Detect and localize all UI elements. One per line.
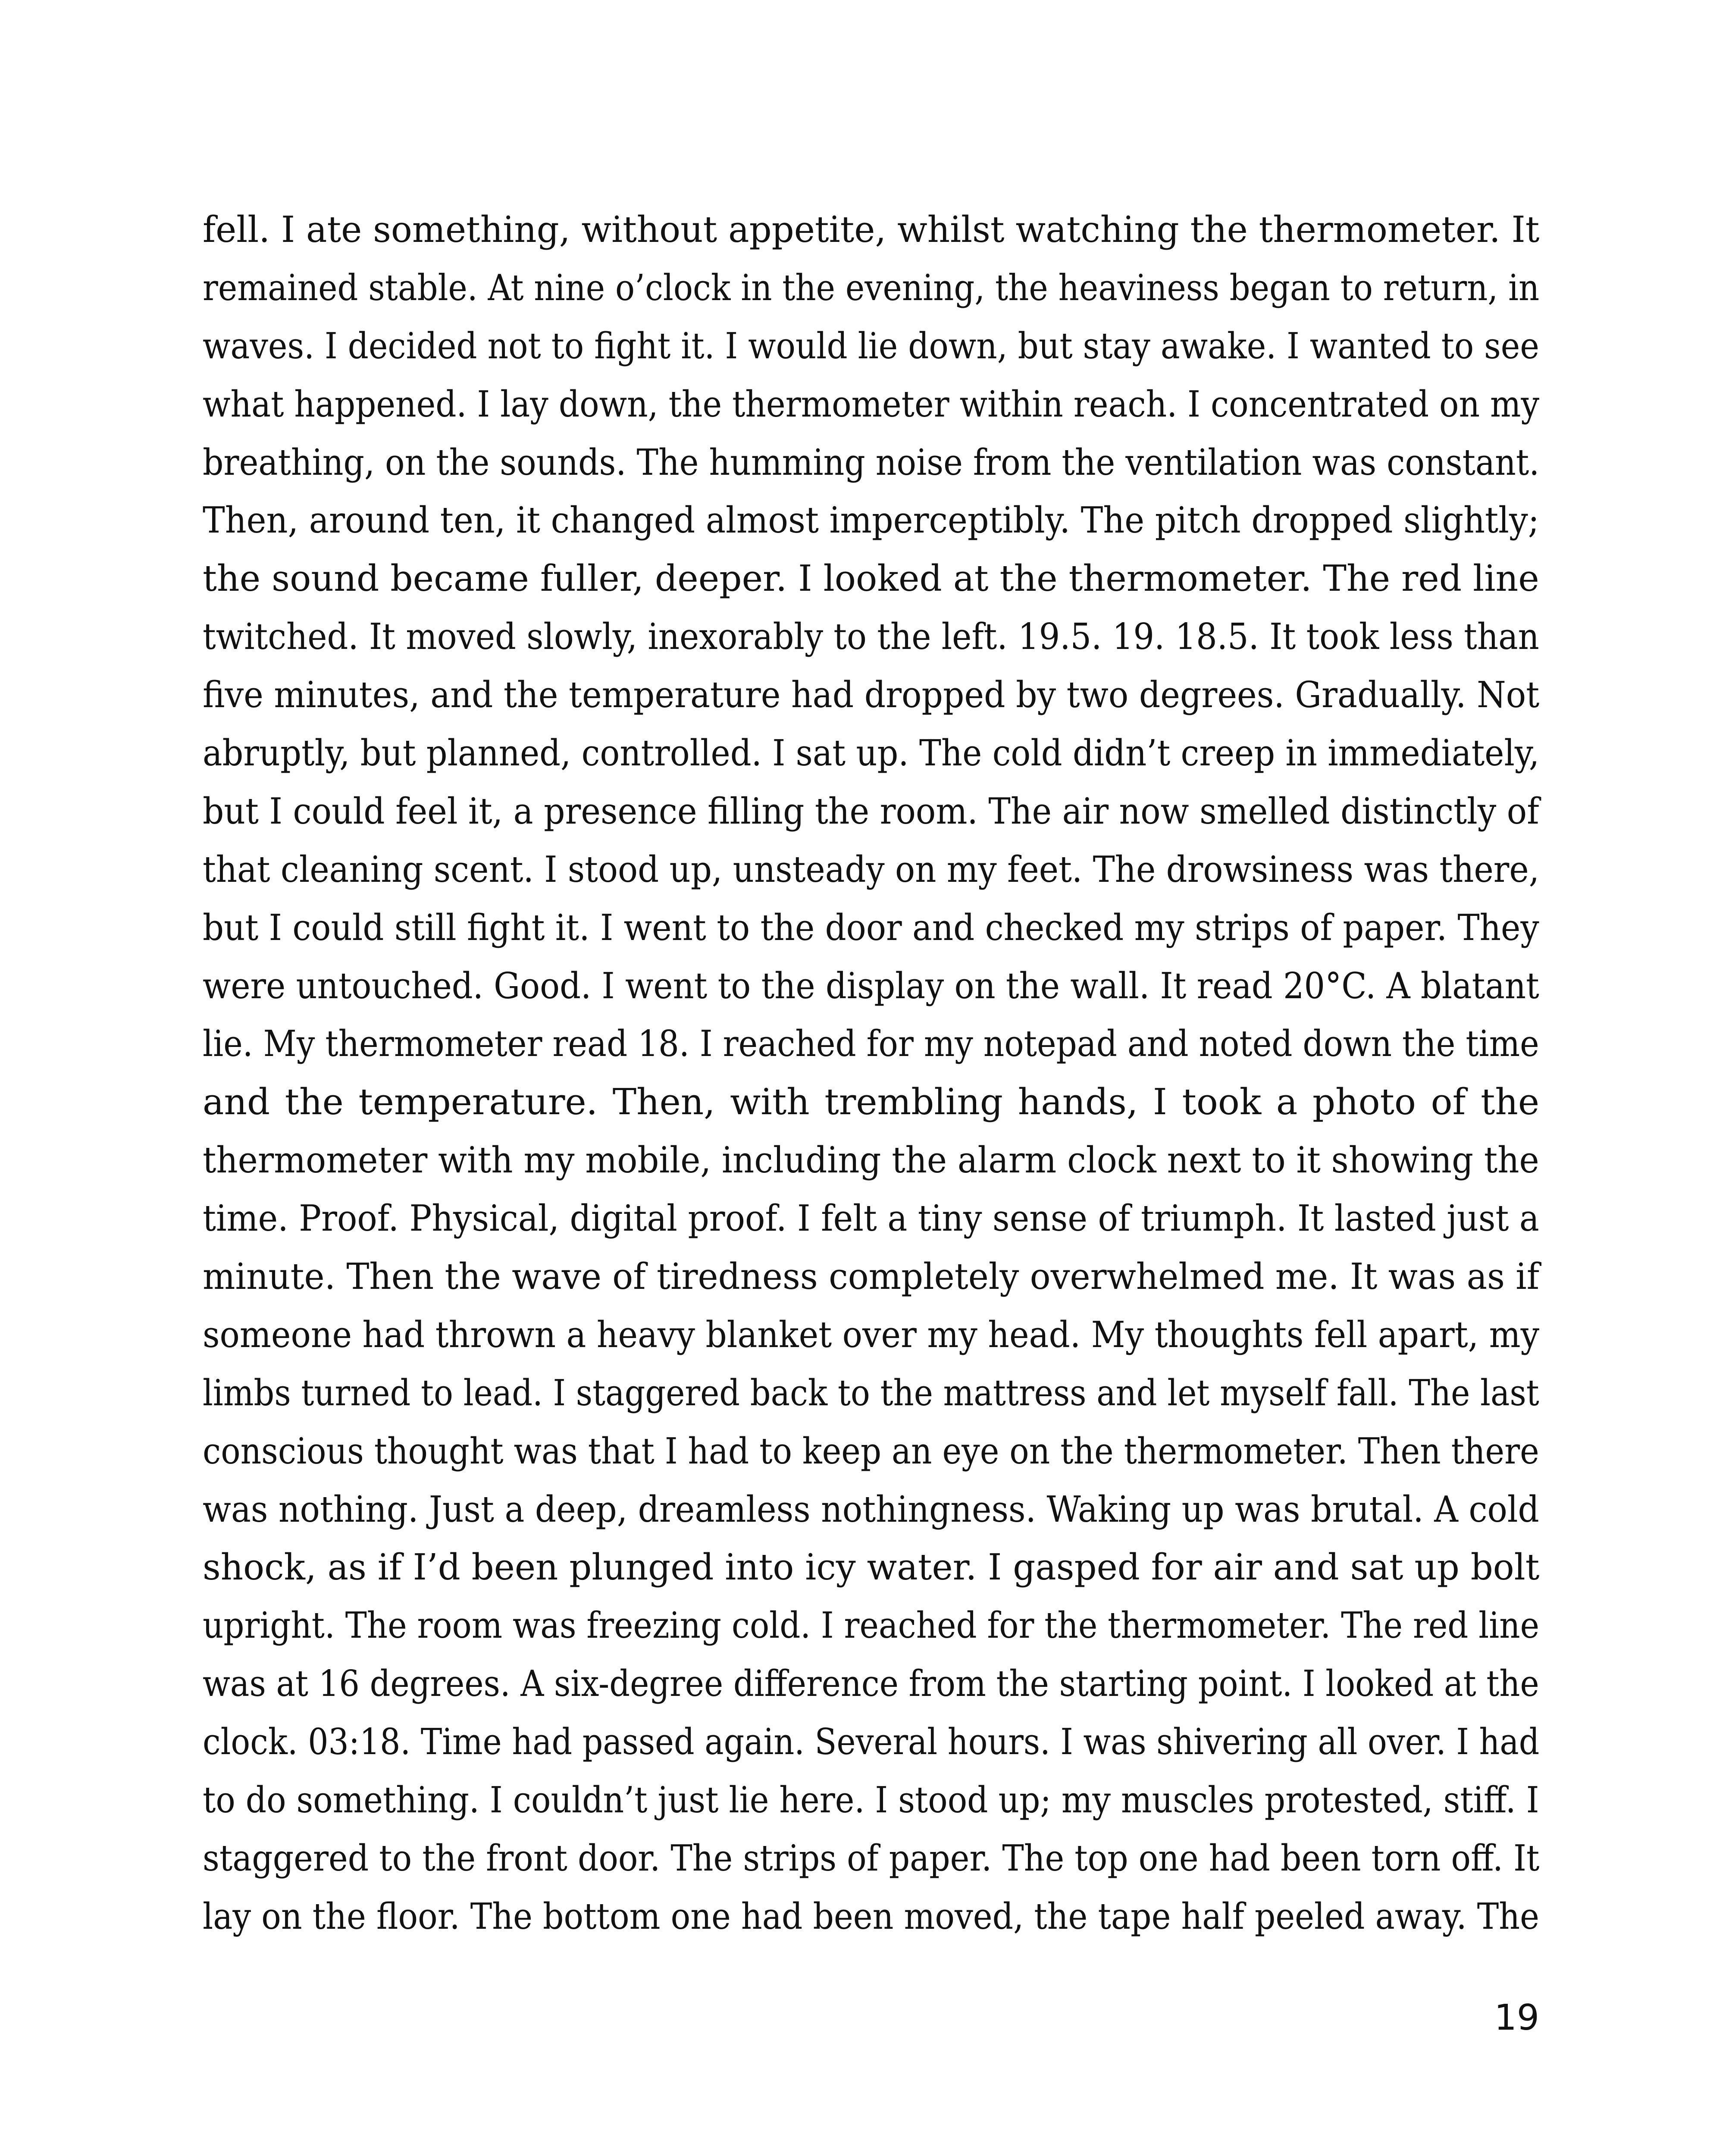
text-line: conscious thought was that I had to keep an eye on the thermometer. Then there: [203, 1430, 1539, 1472]
text-line: to do something. I couldn’t just lie here. I stood up; my muscles protested, stiff. I: [203, 1779, 1539, 1821]
text-line: that cleaning scent. I stood up, unsteady on my feet. The drowsiness was there,: [203, 848, 1540, 890]
text-line: but I could feel it, a presence filling the room. The air now smelled distinctly of: [203, 790, 1539, 832]
text-line: Then, around ten, it changed almost imperceptibly. The pitch dropped slightly;: [203, 499, 1539, 542]
text-line: thermometer with my mobile, including the alarm clock next to it showing the: [203, 1139, 1539, 1181]
text-line: the sound became fuller, deeper. I looked at the thermometer. The red line: [203, 558, 1539, 600]
text-line: someone had thrown a heavy blanket over my head. My thoughts fell apart, my: [203, 1313, 1540, 1356]
text-line: waves. I decided not to fight it. I would lie down, but stay awake. I wanted to see: [203, 325, 1539, 367]
text-line: staggered to the front door. The strips of paper. The top one had been torn off. It: [203, 1837, 1540, 1879]
text-line: lay on the floor. The bottom one had been moved, the tape half peeled away. The: [203, 1895, 1539, 1937]
text-line: what happened. I lay down, the thermometer within reach. I concentrated on my: [203, 383, 1540, 425]
text-line: were untouched. Good. I went to the display on the wall. It read 20°C. A blatant: [203, 965, 1539, 1007]
text-line: lie. My thermometer read 18. I reached for my notepad and noted down the time: [203, 1023, 1539, 1065]
text-line: shock, as if I’d been plunged into icy water. I gasped for air and sat up bolt: [203, 1546, 1540, 1589]
text-line: time. Proof. Physical, digital proof. I felt a tiny sense of triumph. It lasted just a: [203, 1197, 1539, 1240]
text-line: remained stable. At nine o’clock in the evening, the heaviness began to return, in: [203, 266, 1540, 309]
text-line: but I could still fight it. I went to the door and checked my strips of paper. They: [203, 906, 1539, 949]
text-line: twitched. It moved slowly, inexorably to the left. 19.5. 19. 18.5. It took less than: [203, 616, 1539, 658]
body-paragraph: [203, 201, 1539, 1946]
text-line: was nothing. Just a deep, dreamless nothingness. Waking up was brutal. A cold: [203, 1488, 1539, 1530]
text-line: fell. I ate something, without appetite, whilst watching the thermometer. It: [203, 209, 1540, 251]
text-line: five minutes, and the temperature had dropped by two degrees. Gradually. Not: [203, 674, 1540, 716]
text-line: upright. The room was freezing cold. I reached for the thermometer. The red line: [203, 1604, 1540, 1647]
text-line: was at 16 degrees. A six-degree difference from the starting point. I looked at the: [203, 1663, 1539, 1705]
text-line: breathing, on the sounds. The humming noise from the ventilation was constant.: [203, 441, 1540, 483]
text-line: limbs turned to lead. I staggered back to the mattress and let myself fall. The last: [203, 1372, 1539, 1414]
text-line: abruptly, but planned, controlled. I sat up. The cold didn’t creep in immediately,: [203, 732, 1540, 774]
text-line: minute. Then the wave of tiredness completely overwhelmed me. It was as if: [203, 1256, 1540, 1298]
page-number: 19: [1494, 1997, 1539, 2038]
text-line: and the temperature. Then, with trembling hands, I took a photo of the: [203, 1081, 1539, 1123]
text-line: clock. 03:18. Time had passed again. Several hours. I was shivering all over. I had: [203, 1721, 1540, 1763]
